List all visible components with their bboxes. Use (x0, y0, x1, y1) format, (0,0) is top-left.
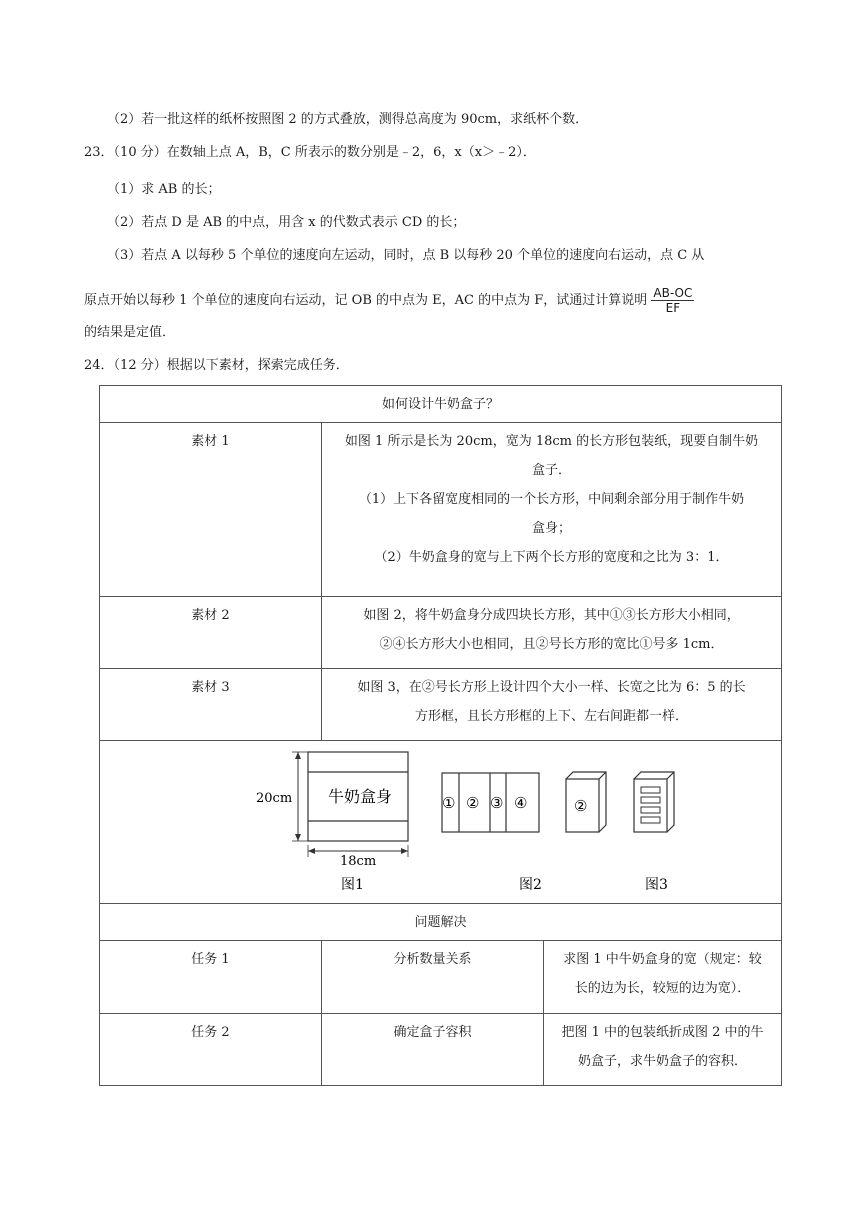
fig3-panel-label: ② (574, 797, 588, 815)
task-1-desc-line: 求图 1 中牛奶盒身的宽（规定：较 (563, 952, 762, 967)
figure-2 (442, 773, 542, 893)
fig2-caption: 图2 (519, 877, 542, 893)
fig2-panel-3: ③ (490, 794, 504, 812)
material-2-label: 素材 2 (100, 597, 322, 669)
fig2-panel-1: ① (442, 794, 456, 812)
task-1-label: 任务 1 (100, 941, 322, 1014)
table-title: 如何设计牛奶盒子？ (100, 386, 782, 423)
material-1-line: 盒身； (532, 521, 572, 536)
q23-part3-line2 (84, 286, 694, 315)
material-2-line: 如图 2，将牛奶盒身分成四块长方形，其中①③长方形大小相同， (363, 608, 740, 623)
task-2-label: 任务 2 (100, 1014, 322, 1086)
task-1-desc-line: 长的边为长，较短的边为宽）． (574, 981, 751, 996)
q23-part1: （1）求 AB 的长； (107, 182, 221, 197)
q23-part3-line3: 的结果是定值． (84, 325, 176, 340)
material-1-content (322, 423, 782, 597)
fig1-body-label: 牛奶盒身 (328, 787, 393, 806)
q24-header: 24．（12 分）根据以下素材，探索完成任务． (84, 358, 349, 373)
material-3-line: 如图 3，在②号长方形上设计四个大小一样、长宽之比为 6：5 的长 (357, 680, 746, 695)
task-2-desc (544, 1014, 782, 1086)
material-1-line: 如图 1 所示是长为 20cm，宽为 18cm 的长方形包装纸，现要自制牛奶 (344, 434, 759, 449)
fig1-caption: 图1 (341, 877, 364, 893)
material-1-label: 素材 1 (100, 423, 322, 597)
solve-title: 问题解决 (100, 904, 782, 941)
q23-part3-line1: （3）若点 A 以每秒 5 个单位的速度向左运动，同时，点 B 以每秒 20 个单位的速度向右运动，点 C 从 (107, 248, 705, 263)
figure-3-box-b (634, 772, 674, 893)
task-1-action: 分析数量关系 (322, 941, 544, 1014)
material-1-line: （2）牛奶盒身的宽与上下两个长方形的宽度和之比为 3：1． (374, 550, 729, 565)
material-3-content (322, 669, 782, 741)
task-2-action: 确定盒子容积 (322, 1014, 544, 1086)
task-2-desc-line: 奶盒子，求牛奶盒子的容积． (578, 1054, 748, 1069)
q23-header: 23．（10 分）在数轴上点 A，B，C 所表示的数分别是﹣2，6，x（x＞﹣2）． (84, 145, 536, 160)
figure-1 (256, 752, 408, 893)
q23-part2: （2）若点 D 是 AB 的中点，用含 x 的代数式表示 CD 的长； (107, 215, 466, 230)
fig3-caption: 图3 (645, 877, 668, 893)
material-1-line: 盒子． (532, 463, 572, 478)
material-2-line: ②④长方形大小也相同，且②号长方形的宽比①号多 1cm． (379, 637, 724, 652)
fig1-height-label: 20cm (256, 791, 293, 806)
figure-3-box-a (566, 772, 606, 832)
q23-part3-line2-text: 原点开始以每秒 1 个单位的速度向右运动，记 OB 的中点为 E，AC 的中点为 F，试通过计算说明 (84, 293, 648, 308)
material-3-line: 方形框，且长方形框的上下、左右间距都一样． (415, 709, 689, 724)
material-table (99, 385, 782, 1086)
q22-part2: （2）若一批这样的纸杯按照图 2 的方式叠放，测得总高度为 90cm，求纸杯个数． (107, 112, 589, 127)
fig2-panel-2: ② (466, 794, 480, 812)
material-3-label: 素材 3 (100, 669, 322, 741)
task-2-desc-line: 把图 1 中的包装纸折成图 2 中的牛 (561, 1025, 764, 1040)
fraction-numerator: AB-OC (653, 286, 693, 300)
figures-cell (100, 741, 782, 904)
fraction-denominator: EF (665, 301, 681, 315)
material-2-content (322, 597, 782, 669)
material-1-line: （1）上下各留宽度相同的一个长方形，中间剩余部分用于制作牛奶 (358, 492, 745, 507)
fig1-width-label: 18cm (340, 854, 377, 869)
figures-svg (100, 741, 780, 903)
task-1-desc (544, 941, 782, 1014)
fraction (651, 286, 694, 315)
fig2-panel-4: ④ (514, 794, 528, 812)
